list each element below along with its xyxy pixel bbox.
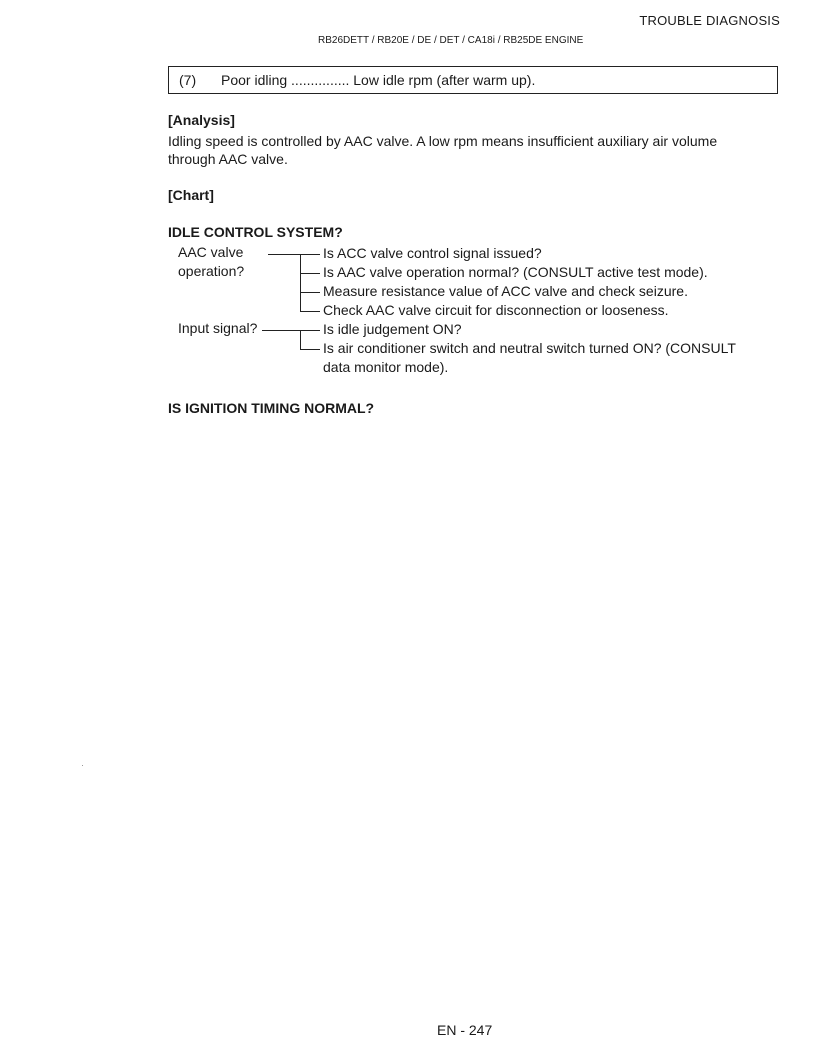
idle-control-heading: IDLE CONTROL SYSTEM? (168, 224, 343, 240)
aac-label-line-2: operation? (178, 263, 245, 279)
analysis-line-2: through AAC valve. (168, 151, 288, 167)
input-check-1: Is idle judgement ON? (323, 321, 462, 337)
input-connector (262, 330, 300, 331)
chart-heading: [Chart] (168, 187, 214, 203)
aac-branch-1 (300, 254, 320, 255)
aac-label-line-1: AAC valve (178, 244, 244, 260)
input-check-2: Is air conditioner switch and neutral switch turned ON? (CONSULT (323, 340, 736, 356)
analysis-heading: [Analysis] (168, 112, 235, 128)
input-signal-label: Input signal? (178, 320, 258, 336)
ignition-heading: IS IGNITION TIMING NORMAL? (168, 400, 375, 416)
input-check-2-cont: data monitor mode). (323, 359, 449, 375)
aac-check-2: Is AAC valve operation normal? (CONSULT active test mode). (323, 264, 708, 280)
aac-bracket (300, 254, 301, 312)
input-branch-2 (300, 349, 320, 350)
header-title: TROUBLE DIAGNOSIS (639, 13, 780, 28)
symptom-box (168, 66, 778, 94)
aac-check-1: Is ACC valve control signal issued? (323, 245, 542, 261)
symptom-text: Poor idling ............... Low idle rpm (after warm up). (221, 72, 536, 88)
aac-branch-2 (300, 273, 320, 274)
aac-branch-3 (300, 292, 320, 293)
analysis-line-1: Idling speed is controlled by AAC valve. A low rpm means insufficient auxiliary air volume (168, 133, 718, 149)
scan-speck (82, 765, 83, 766)
page-number: EN - 247 (437, 1022, 493, 1038)
aac-check-4: Check AAC valve circuit for disconnection or looseness. (323, 302, 669, 318)
header-subtitle: RB26DETT / RB20E / DE / DET / CA18i / RB25DE ENGINE (318, 35, 584, 46)
input-branch-1 (300, 330, 320, 331)
aac-check-3: Measure resistance value of ACC valve and check seizure. (323, 283, 688, 299)
symptom-number: (7) (179, 72, 197, 88)
aac-branch-4 (300, 311, 320, 312)
aac-connector (268, 254, 300, 255)
input-bracket (300, 330, 301, 349)
